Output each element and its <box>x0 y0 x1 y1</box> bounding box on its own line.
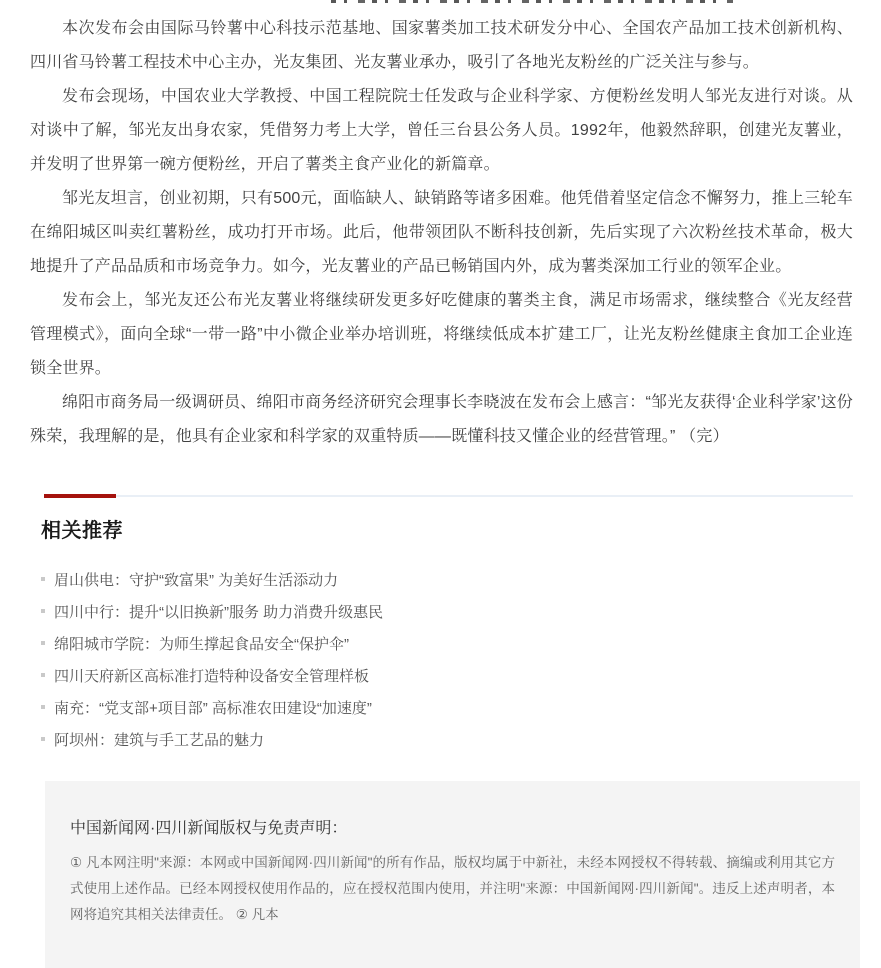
related-link-label: 南充：“党支部+项目部” 高标准农田建设“加速度” <box>54 699 372 717</box>
article-paragraph: 绵阳市商务局一级调研员、绵阳市商务经济研究会理事长李晓波在发布会上感言：“邹光友获得‘企业科学家’这份殊荣，我理解的是，他具有企业家和科学家的双重特质——既懂科技又懂企业的经营管理。” （完） <box>30 394 853 445</box>
bullet-icon <box>41 737 45 741</box>
related-list <box>41 563 853 755</box>
article-paragraph: 发布会现场，中国农业大学教授、中国工程院院士任发政与企业科学家、方便粉丝发明人邹光友进行对谈。从对谈中了解，邹光友出身农家，凭借努力考上大学，曾任三台县公务人员。1992年，他毅然辞职，创建光友薯业，并发明了世界第一碗方便粉丝，开启了薯类主食产业化的新篇章。 <box>30 88 853 173</box>
related-link-item[interactable] <box>41 627 853 659</box>
clipped-title-fragments <box>331 0 733 3</box>
disclaimer-text: ① 凡本网注明"来源：本网或中国新闻网·四川新闻"的所有作品，版权均属于中新社，未经本网授权不得转载、摘编或利用其它方式使用上述作品。已经本网授权使用作品的，应在授权范围内使用，并注明"来源：中国新闻网·四川新闻"。违反上述声明者，本网将追究其相关法律责任。 ② 凡本 <box>70 855 835 922</box>
related-link-item[interactable] <box>41 691 853 723</box>
article-body <box>0 0 881 454</box>
disclaimer-title: 中国新闻网·四川新闻版权与免责声明： <box>70 820 348 837</box>
related-link-label: 四川中行：提升“以旧换新”服务 助力消费升级惠民 <box>54 603 384 621</box>
related-link-label: 眉山供电：守护“致富果” 为美好生活添动力 <box>54 571 339 589</box>
related-link-item[interactable] <box>41 563 853 595</box>
bullet-icon <box>41 705 45 709</box>
divider-accent-bar <box>44 494 116 498</box>
bullet-icon <box>41 641 45 645</box>
related-link-item[interactable] <box>41 659 853 691</box>
bullet-icon <box>41 609 45 613</box>
article-paragraph: 邹光友坦言，创业初期，只有500元，面临缺人、缺销路等诸多困难。他凭借着坚定信念不懈努力，推上三轮车在绵阳城区叫卖红薯粉丝，成功打开市场。此后，他带领团队不断科技创新，先后实现了六次粉丝技术革命，极大地提升了产品品质和市场竞争力。如今，光友薯业的产品已畅销国内外，成为薯类深加工行业的领军企业。 <box>30 190 853 275</box>
related-recommendations-section <box>0 514 881 755</box>
related-heading: 相关推荐 <box>41 520 123 542</box>
article-paragraph: 发布会上，邹光友还公布光友薯业将继续研发更多好吃健康的薯类主食，满足市场需求，继续整合《光友经营管理模式》，面向全球“一带一路”中小微企业举办培训班，将继续低成本扩建工厂，让光友粉丝健康主食加工企业连锁全世界。 <box>30 292 853 377</box>
bullet-icon <box>41 673 45 677</box>
related-link-label: 绵阳城市学院：为师生撑起食品安全“保护伞” <box>54 635 349 653</box>
copyright-disclaimer-box <box>45 781 860 968</box>
related-link-label: 四川天府新区高标准打造特种设备安全管理样板 <box>54 667 370 685</box>
bullet-icon <box>41 577 45 581</box>
related-link-item[interactable] <box>41 595 853 627</box>
related-link-item[interactable] <box>41 723 853 755</box>
article-paragraph: 本次发布会由国际马铃薯中心科技示范基地、国家薯类加工技术研发分中心、全国农产品加工技术创新机构、四川省马铃薯工程技术中心主办，光友集团、光友薯业承办，吸引了各地光友粉丝的广泛关注与参与。 <box>30 20 853 71</box>
related-link-label: 阿坝州：建筑与手工艺品的魅力 <box>54 731 265 749</box>
section-divider <box>44 494 853 498</box>
